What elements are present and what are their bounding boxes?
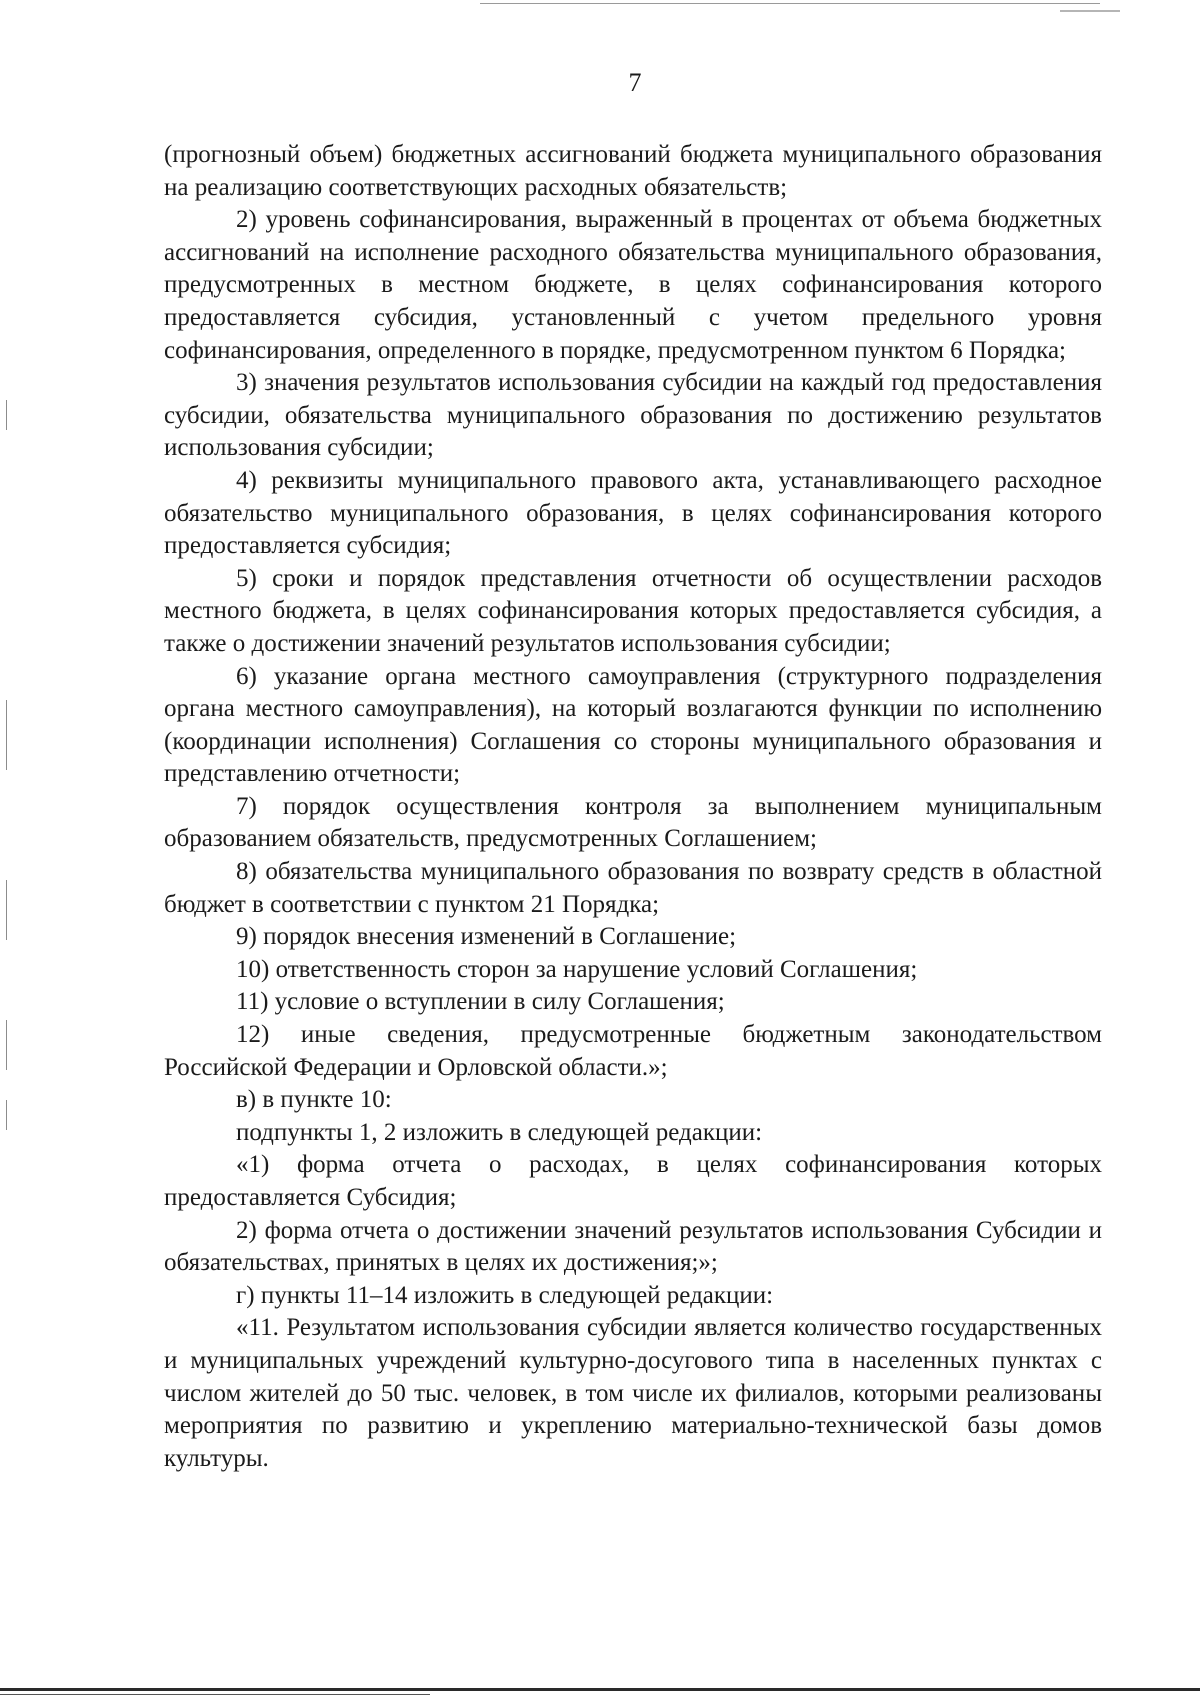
paragraph: 7) порядок осуществления контроля за выполнением муниципальным образованием обязательств, предусмотренных Соглашением;	[164, 792, 1102, 853]
scan-margin-mark	[6, 1020, 7, 1070]
paragraph: 5) сроки и порядок представления отчетности об осуществлении расходов местного бюджета, в целях софинансирования которых предоставляется субсидия, а также о достижении значений результатов использования субсидии;	[164, 564, 1102, 657]
scan-edge-bottom-left	[0, 1694, 430, 1695]
scan-margin-mark	[6, 880, 7, 940]
paragraph: 9) порядок внесения изменений в Соглашение;	[236, 923, 737, 951]
paragraph: 8) обязательства муниципального образования по возврату средств в областной бюджет в соответствии с пунктом 21 Порядка;	[164, 858, 1102, 918]
paragraph: подпункты 1, 2 изложить в следующей редакции:	[236, 1118, 763, 1146]
paragraph: 11) условие о вступлении в силу Соглашения;	[236, 988, 725, 1016]
paragraph: «1) форма отчета о расходах, в целях софинансирования которых предоставляется Субсидия;	[164, 1151, 1102, 1211]
paragraph: г) пункты 11–14 изложить в следующей редакции:	[236, 1281, 774, 1309]
scan-edge-top-right	[1060, 10, 1120, 12]
paragraph: 2) уровень софинансирования, выраженный в процентах от объема бюджетных ассигнований на исполнение расходного обязательства муниципального образования, предусмотренных в местном бюджете, в целях софинансирования которого предоставляется субсидия, установленный с учетом предельного уровня софинансирования, определенного в порядке, предусмотренном пунктом 6 Порядка;	[164, 206, 1102, 364]
paragraph: 3) значения результатов использования субсидии на каждый год предоставления субсидии, обязательства муниципального образования по достижению результатов использования субсидии;	[164, 369, 1102, 462]
paragraph: 6) указание органа местного самоуправления (структурного подразделения органа местного самоуправления), на который возлагаются функции по исполнению (координации исполнения) Соглашения со стороны муниципального образования и представлению отчетности;	[164, 662, 1102, 788]
paragraph: в) в пункте 10:	[236, 1086, 392, 1114]
scan-edge-top	[480, 3, 1100, 4]
paragraph: 4) реквизиты муниципального правового акта, устанавливающего расходное обязательство муниципального образования, в целях софинансирования которого предоставляется субсидия;	[164, 466, 1102, 560]
paragraph: 10) ответственность сторон за нарушение условий Соглашения;	[236, 955, 918, 983]
scan-margin-mark	[6, 400, 7, 430]
scan-edge-bottom	[0, 1688, 1200, 1691]
scan-margin-mark	[6, 700, 7, 770]
page-number: 7	[628, 68, 642, 97]
document-body	[164, 139, 1102, 1475]
paragraph: 2) форма отчета о достижении значений результатов использования Субсидии и обязательствах, принятых в целях их достижения;»;	[164, 1216, 1102, 1277]
paragraph: 12) иные сведения, предусмотренные бюджетным законодательством Российской Федерации и Орловской области.»;	[164, 1021, 1102, 1081]
scan-margin-mark	[6, 1100, 7, 1130]
paragraph: «11. Результатом использования субсидии является количество государственных и муниципальных учреждений культурно-досугового типа в населенных пунктах с числом жителей до 50 тыс. человек, в том числе их филиалов, которыми реализованы мероприятия по развитию и укреплению материально-технической базы домов культуры.	[164, 1314, 1102, 1472]
paragraph: (прогнозный объем) бюджетных ассигнований бюджета муниципального образования на реализацию соответствующих расходных обязательств;	[164, 141, 1102, 201]
